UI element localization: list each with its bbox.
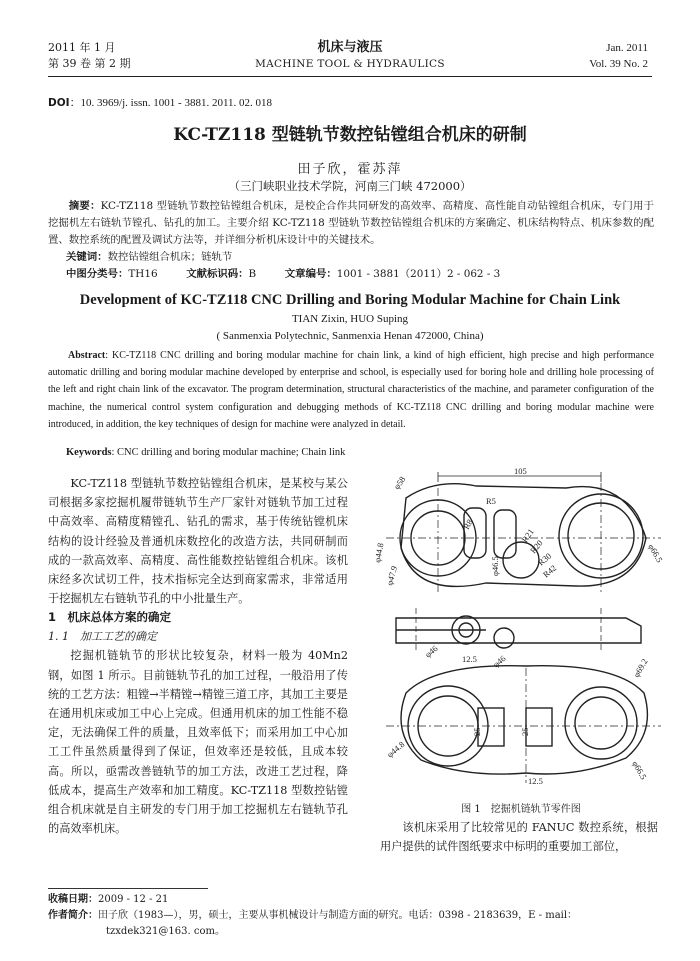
dim-r42: R42 — [540, 562, 559, 580]
article-no-label: 文章编号： — [284, 268, 337, 280]
doc-code-value: B — [248, 268, 257, 280]
header-date-cn: 2011 年 1 月 — [48, 41, 116, 54]
body-left-column — [48, 474, 348, 838]
clc-label: 中图分类号： — [66, 268, 129, 280]
dim-r5: R5 — [486, 496, 496, 506]
abstract-cn — [48, 198, 654, 249]
authors-cn: 田子欣，霍苏萍 — [297, 162, 403, 177]
paper-title-en: Development of KC-TZ118 CNC Drilling and Boring Modular Machine for Chain Link — [79, 292, 621, 308]
header-volume-cn: 第 39 卷 第 2 期 — [48, 57, 131, 70]
doi-line — [48, 94, 272, 110]
journal-name-cn: 机床与液压 — [317, 40, 383, 55]
dim-r21: R21 — [519, 526, 536, 545]
abstract-en-text: : KC-TZ118 CNC drilling and boring modular machine for chain link, a kind of high efficient, high precise and high performance automatic drilling and boring modular machine developed by enterprise and school, is especially used for boring hole and drilling hole processing of the left and right chain link of the excavator. The program determination, structural characteristics of the machine, and parameter configuration of the machine, the numerical control system configuration and debugging methods of KC-TZ118 CNC drilling and boring modular machine were introduced, in addition, the key techniques of design for machine were analyzed in detail. — [48, 350, 654, 430]
dim-12-5-bottom: 12.5 — [528, 776, 543, 786]
chain-link-drawing — [372, 466, 666, 798]
dim-phi46-side: φ46 — [422, 643, 440, 660]
keywords-cn-label: 关键词： — [66, 251, 108, 263]
footnote-rule — [48, 888, 208, 889]
body-right-column: 该机床采用了比较常见的 FANUC 数控系统，根据用户提供的试件图纸要求中标明的重要加工部位， — [380, 821, 658, 854]
affiliation-en: ( Sanmenxia Polytechnic, Sanmenxia Henan 472000, China) — [216, 330, 484, 342]
intro-paragraph: KC-TZ118 型链轨节数控钻镗组合机床，是某校与某公司根据多家挖掘机履带链轨节生产厂家针对链轨节加工过程中高效率、高精度精镗孔、钻孔的需求，基于传统钻镗机床结构的设计经验及普通机床数控化的改造方法，共同研制而成的一款高效率、高精度、高性能数控钻镗组合机床。该机床经多次试切工件，技术指标完全达到商家需求，非常适用于挖掘机左右链轨节孔的中小批量生产。 — [48, 477, 348, 606]
received-value: 2009 - 12 - 21 — [98, 894, 169, 905]
received-date — [48, 892, 577, 908]
keywords-cn-text: 数控钻镗组合机床；链轨节 — [107, 251, 233, 263]
header-date-en: Jan. 2011 — [606, 42, 648, 54]
dim-phi47-9: φ47.9 — [384, 564, 400, 587]
header-issue-en — [589, 40, 648, 72]
keywords-en-label: Keywords — [66, 447, 112, 458]
doc-code-label: 文献标识码： — [186, 268, 249, 280]
article-no-value: 1001 - 3881（2011）2 - 062 - 3 — [336, 268, 501, 280]
classification-line — [66, 266, 500, 283]
section-heading-1: 1 机床总体方案的确定 — [48, 610, 172, 625]
abstract-cn-label: 摘要： — [68, 200, 101, 212]
author-email: tzxdek321@163. com。 — [106, 926, 225, 937]
footnote — [48, 892, 577, 940]
dim-105: 105 — [514, 466, 527, 476]
paper-title-cn: KC-TZ118 型链轨节数控钻镗组合机床的研制 — [173, 125, 527, 145]
doi-value: ：10. 3969/j. issn. 1001 - 3881. 2011. 02. 018 — [69, 97, 273, 109]
header-rule — [48, 76, 652, 77]
dim-phi66-5-bottom: φ66.5 — [630, 759, 649, 782]
author-bio — [48, 908, 577, 924]
abstract-en — [48, 347, 654, 433]
dim-r20: R20 — [527, 538, 545, 556]
dim-25-right: 25 — [520, 727, 530, 736]
header-volume-en: Vol. 39 No. 2 — [589, 58, 648, 70]
dim-phi46-5: φ46.5 — [490, 556, 500, 576]
keywords-en-text: : CNC drilling and boring modular machine; Chain link — [111, 447, 346, 458]
journal-name-en: MACHINE TOOL & HYDRAULICS — [255, 58, 445, 70]
abstract-cn-text: KC-TZ118 型链轨节数控钻镗组合机床，是校企合作共同研发的高效率、高精度、高性能自动钻镗组合机床，专门用于挖掘机左右链轨节镗孔、钻孔的加工。主要介绍 KC-TZ118 型链轨节数控钻镗组合机床的方案确定、机床结构特点、机床参数的配置、数控系统的配置及调试方法等，并详细分析机床设计中的关键技术。 — [48, 200, 654, 246]
author-bio-label: 作者简介： — [48, 910, 98, 921]
received-label: 收稿日期： — [48, 894, 98, 905]
dim-phi46-bottom: φ46 — [490, 653, 508, 670]
dim-phi44-8-top: φ44.8 — [372, 542, 386, 564]
section-heading-1-1: 1. 1 加工工艺的确定 — [48, 630, 157, 644]
author-bio-text: 田子欣（1983—），男，硕士，主要从事机械设计与制造方面的研究。电话：0398 - 2183639，E - mail： — [98, 910, 578, 921]
figure-caption: 图 1 挖掘机链轨节零件图 — [461, 804, 581, 815]
dim-12-5-side: 12.5 — [462, 654, 477, 664]
dim-phi66-5-top: φ66.5 — [646, 542, 665, 565]
abstract-en-label: Abstract — [68, 350, 106, 361]
bottom-view — [386, 666, 661, 783]
keywords-cn — [66, 249, 232, 266]
dim-r30: R30 — [535, 550, 554, 568]
process-paragraph: 挖掘机链轨节的形状比较复杂，材料一般为 40Mn2 钢，如图 1 所示。目前链轨节孔的加工过程，一般沿用了传统的工艺方法：粗镗→半精镗→精镗三道工序，其加工主要是在通用机床或加工中心上完成。但通用机床的加工性能不稳定，无法确保工件的质量，且效率低下；而采用加工中心加工工件虽然质量得到了保证，但效率还是较低，且成本较高。所以，亟需改善链轨节的加工方法，改进工艺过程，降低成本，提高生产效率和加工精度。KC-TZ118 型数控钻镗组合机床就是自主研发的专门用于加工挖掘机左右链轨节孔的高效率机床。 — [48, 649, 348, 836]
dim-phi58: φ58 — [391, 474, 408, 492]
dim-25-left: 25 — [472, 727, 482, 736]
keywords-en — [66, 447, 345, 458]
dim-phi44-8-bottom: φ44.8 — [384, 739, 407, 760]
affiliation-cn: （三门峡职业技术学院，河南三门峡 472000） — [228, 179, 472, 193]
dim-r8: R8 — [461, 517, 475, 531]
authors-en: TIAN Zixin, HUO Suping — [291, 313, 409, 325]
doi-label: DOI — [48, 97, 70, 109]
dim-phi69-2: φ69.2 — [631, 656, 650, 679]
clc-value: TH16 — [128, 268, 158, 280]
